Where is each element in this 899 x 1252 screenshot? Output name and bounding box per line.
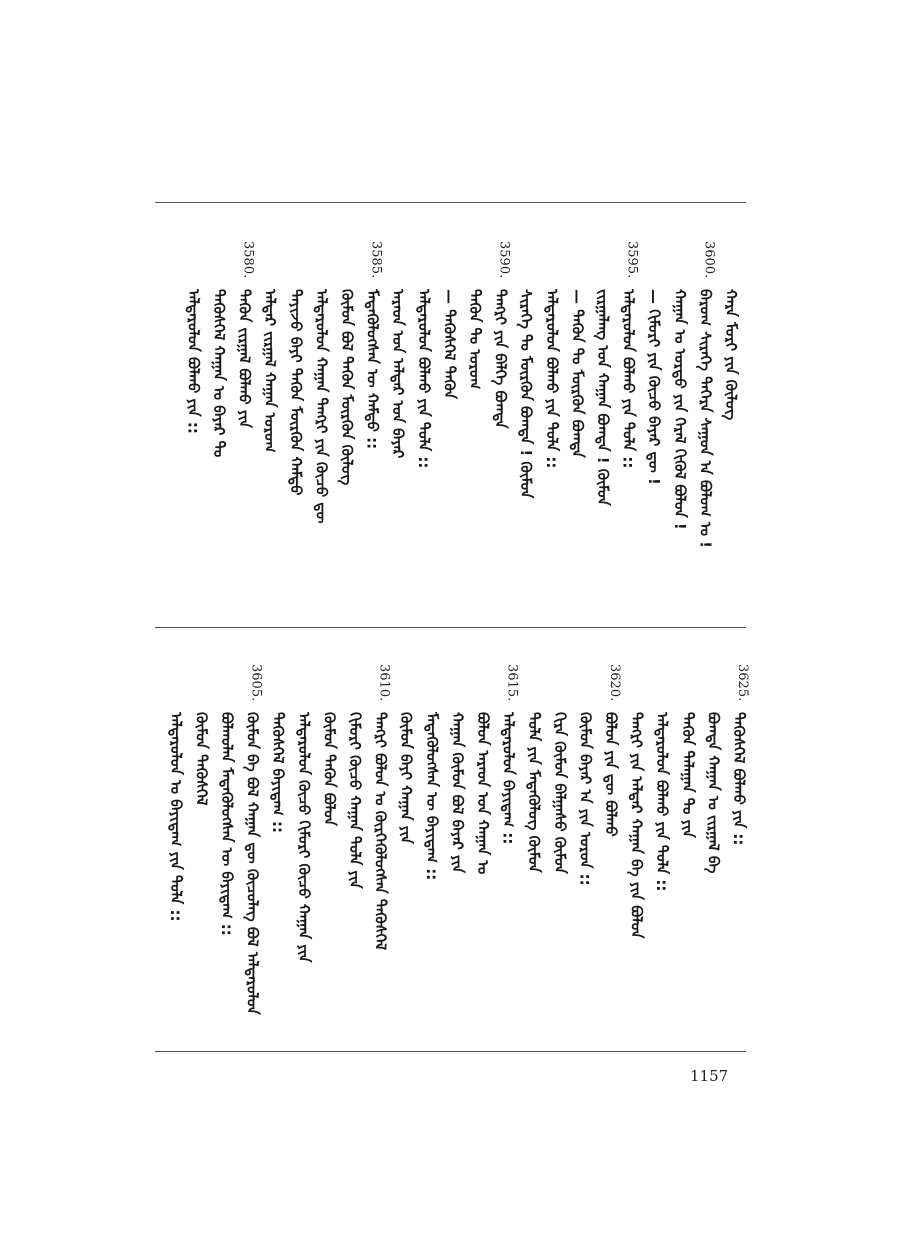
verse-column (694, 241, 716, 621)
verse-column (523, 664, 545, 1044)
verse-column (413, 241, 435, 621)
verse-column (643, 241, 665, 621)
line-number (208, 241, 230, 291)
verse-line: ᠠᠯᠳᠠᠷᠤᠯᠤᠨ ᠤ ᠪᠠᠶᠢᠳᠠᠭ ᠶᠢᠨ ᠲᠤᠯᠠ :: (166, 712, 185, 922)
line-number (336, 241, 358, 291)
verse-line: ᠪᠣᠭᠳᠠ ᠬᠠᠭᠠᠨ ᠤ ᠵᠢᠷᠭᠠᠯ ᠪᠠ (704, 712, 723, 874)
line-number (549, 664, 571, 714)
verse-column (549, 664, 571, 1044)
verse-line: ᠠᠯᠳᠠᠷᠤᠯᠤᠨ ᠪᠣᠯᠬᠤ ᠶᠢᠨ ᠲᠤᠯᠠ :: (542, 289, 561, 469)
line-number (702, 664, 724, 714)
verse-line: ᠬᠦᠮᠦᠨ ᠪᠠᠶᠠᠷ ᠠ ᠶᠢᠨ ᠣᠷᠤᠨ :: (576, 712, 595, 886)
line-number (438, 241, 460, 291)
verse-column (318, 664, 340, 1044)
verse-column (618, 241, 640, 621)
verse-column (267, 664, 289, 1044)
verse-line: ᠮᠡᠳᠡᠭᠦᠯᠦᠭᠰᠡᠨ ᠦ ᠪᠠᠶᠢᠳᠠᠭ :: (422, 712, 441, 881)
line-number (395, 664, 417, 714)
line-number (464, 241, 486, 291)
verse-column (600, 664, 622, 1044)
verse-line: ᠬᠦᠮᠦᠨ ᠪᠠᠶᠢ ᠬᠠᠭᠠᠨ ᠶᠢᠨ (397, 712, 416, 844)
line-number: 3585. (368, 241, 384, 279)
verse-line: ᠲᠡᠭᠦᠰᠬᠡᠯ ᠬᠠᠭᠠᠨ ᠤ ᠪᠠᠶᠠᠷ ᠲᠤ (210, 289, 228, 458)
line-number: 3620. (607, 664, 622, 702)
verse-block-top (0, 241, 899, 621)
verse-line: ᠬᠢᠮᠤᠷᠢ ᠬᠦᠴᠦ ᠬᠠᠭᠠᠨ ᠲᠤᠯᠠ ᠶᠢᠨ (346, 712, 364, 889)
verse-line: ᠲᠡᠭᠦᠨ ᠵᠢᠷᠭᠠᠯ ᠪᠣᠯᠬᠤ ᠶᠢᠨ (235, 289, 254, 429)
verse-column (259, 241, 281, 621)
verse-line: ᠬᠠᠭᠠᠨ ᠬᠦᠮᠦᠨ ᠪᠣᠯ ᠪᠠᠶᠠᠷ ᠶᠢᠨ (448, 712, 467, 874)
verse-block-bottom (0, 664, 899, 1044)
verse-line: ᠠᠯᠳᠠᠷᠤᠯᠤᠨ ᠪᠠᠶᠢᠳᠠᠭ :: (499, 712, 518, 845)
line-number (720, 241, 742, 291)
verse-line: ᠠᠷᠠᠳ ᠤᠨ ᠠᠯᠳᠠᠷ ᠤᠨ ᠪᠠᠶᠠᠷ (389, 289, 408, 459)
line-number (293, 664, 315, 714)
verse-column (728, 664, 750, 1044)
verse-column (515, 241, 537, 621)
verse-column (438, 241, 460, 621)
verse-line: ᠬᠠᠭᠠᠨ ᠤ ᠣᠷᠳᠤ ᠶᠢᠨ ᠭᠡᠷᠡᠯ ᠭᠢᠭᠦᠯ ᠪᠣᠯᠤᠨ ! (670, 289, 689, 530)
verse-line: ᠲᠤᠯᠠ ᠶᠢᠨ ᠮᠡᠳᠡᠭᠦᠯᠦᠭ ᠬᠦᠮᠦᠨ (525, 712, 544, 873)
verse-column (310, 241, 332, 621)
verse-line: ᠠᠯᠳᠠᠷᠤᠯᠤᠨ ᠪᠣᠯᠬᠤ ᠶᠢᠨ ᠲᠤᠯᠠ :: (653, 712, 672, 892)
verse-line: ᠰᠢᠷᠡᠭᠡ ᠲᠤ ᠮᠥᠷᠭᠦᠨ ᠪᠣᠭᠳᠠ ! ᠬᠦᠮᠦᠨ (517, 289, 536, 499)
verse-line: ᠲᠡᠭᠦᠨ ᠲᠤ ᠤᠷᠤᠭ (466, 289, 484, 390)
verse-line: — ᠲᠡᠭᠦᠰᠬᠡᠯ ᠲᠡᠭᠦᠨ (440, 289, 459, 400)
line-number: 3625. (735, 664, 750, 702)
bottom-rule (155, 1051, 746, 1052)
verse-line: ᠪᠣᠯᠤᠨ ᠶᠢᠨ ᠳᠦ ᠪᠣᠯᠬᠤ (602, 712, 620, 837)
verse-column (208, 241, 230, 621)
verse-line: ᠠᠯᠳᠠᠷ ᠵᠢᠷᠭᠠᠯ ᠬᠠᠭᠠᠨ ᠤᠷᠤᠭ (261, 289, 280, 453)
line-number: 3600. (701, 241, 717, 279)
verse-line: ᠲᠡᠩᠷᠢ ᠶᠢᠨ ᠠᠯᠳᠠᠷ ᠬᠠᠭᠠᠨ ᠪᠠ ᠶᠢᠨ ᠪᠣᠯᠤᠨ (627, 712, 646, 939)
verse-column (370, 664, 392, 1044)
line-number (541, 241, 563, 291)
verse-column (344, 664, 366, 1044)
verse-line: ᠬᠢᠷᠠ ᠬᠦᠮᠦᠨ ᠪᠠᠯᠭᠠᠰᠤ ᠬᠦᠮᠦᠨ (550, 712, 569, 874)
verse-column (541, 241, 563, 621)
verse-line: ᠠᠯᠳᠠᠷᠤᠯᠤᠨ ᠬᠦᠴᠦ ᠬᠢᠮᠤᠷᠢ ᠬᠦᠴᠦ ᠬᠠᠭᠠᠨ ᠶᠢᠨ (294, 712, 313, 963)
verse-line: ᠮᠡᠳᠡᠭᠦᠯᠦᠭᠰᠡᠨ ᠦ ᠬᠠᠮᠲᠤ :: (363, 289, 382, 450)
line-number (259, 241, 281, 291)
verse-column (592, 241, 614, 621)
line-number (566, 241, 588, 291)
verse-line: ᠠᠯᠳᠠᠷᠤᠯᠤᠨ ᠪᠣᠯᠬᠤ ᠶᠢᠨ ᠲᠤᠯᠠ :: (619, 289, 638, 469)
verse-line: ᠬᠠᠷᠠ ᠮᠣᠷᠢ ᠶᠢᠨ ᠬᠦᠯᠦᠭ (722, 289, 740, 421)
verse-column (336, 241, 358, 621)
line-number: 3580. (240, 241, 256, 279)
line-number (182, 241, 204, 291)
line-number (318, 664, 340, 714)
verse-line: ᠠᠯᠳᠠᠷᠤᠯᠤᠨ ᠪᠣᠯᠬᠤ ᠶᠢᠨ :: (184, 289, 203, 434)
verse-column (362, 241, 384, 621)
middle-rule (155, 627, 746, 628)
line-number (413, 241, 435, 291)
verse-line: ᠬᠦᠮᠦᠨ ᠪᠣᠯ ᠲᠡᠭᠦᠨ ᠮᠥᠷᠭᠦᠨ ᠬᠦᠯᠦᠭ (338, 289, 356, 486)
verse-column (395, 664, 417, 1044)
line-number (421, 664, 443, 714)
verse-column (387, 241, 409, 621)
verse-column (285, 241, 307, 621)
verse-line: ᠲᠡᠭᠦᠨ ᠲᠠᠯᠠᠭᠠᠨ ᠲᠤ ᠶᠢᠨ (678, 712, 697, 838)
verse-line: ᠬᠦᠮᠦᠨ ᠪᠠ ᠪᠣᠯ ᠬᠠᠭᠠᠨ ᠳᠦ ᠬᠦᠴᠦᠯᠡᠭ ᠪᠣᠯ ᠠᠯᠳᠠᠷᠤᠯᠤᠨ (243, 712, 262, 1015)
line-number (344, 664, 366, 714)
verse-column (165, 664, 187, 1044)
verse-line: ᠲᠡᠩᠷᠢ ᠶᠢᠨ ᠪᠡᠯᠭᠡ ᠪᠣᠭᠳᠠ (491, 289, 510, 429)
verse-column (421, 664, 443, 1044)
verse-line: — ᠬᠢᠮᠤᠷᠢ ᠶᠢᠨ ᠬᠦᠴᠦ ᠪᠠᠶᠠᠷ ᠳᠦ ! (645, 289, 664, 485)
line-number: 3605. (248, 664, 264, 702)
verse-column (182, 241, 204, 621)
line-number (190, 664, 212, 714)
verse-column (720, 241, 742, 621)
verse-column (669, 241, 691, 621)
verse-column (216, 664, 238, 1044)
line-number (574, 664, 596, 714)
page-number: 1157 (690, 1067, 729, 1085)
verse-column (293, 664, 315, 1044)
verse-column (626, 664, 648, 1044)
verse-column (464, 241, 486, 621)
verse-line: ᠲᠡᠭᠦᠰᠬᠡᠯ ᠪᠣᠯᠬᠤ ᠶᠢᠨ :: (730, 712, 748, 846)
line-number (643, 241, 665, 291)
verse-line: ᠲᠠᠶᠢᠵᠤ ᠪᠠᠶᠢ ᠲᠡᠭᠦᠨ ᠮᠥᠷᠭᠦᠨ ᠬᠠᠮᠲᠤ (286, 289, 305, 496)
line-number (626, 664, 648, 714)
line-number: 3595. (624, 241, 640, 279)
line-number (285, 241, 307, 291)
verse-column (234, 241, 256, 621)
top-rule (155, 202, 746, 203)
line-number (310, 241, 332, 291)
line-number (515, 241, 537, 291)
verse-column (472, 664, 494, 1044)
verse-column (242, 664, 264, 1044)
verse-column (677, 664, 699, 1044)
verse-column (651, 664, 673, 1044)
line-number: 3615. (504, 664, 520, 702)
line-number (446, 664, 468, 714)
line-number (523, 664, 545, 714)
verse-column (190, 664, 212, 1044)
verse-line: ᠠᠯᠳᠠᠷᠤᠯᠤᠨ ᠬᠠᠭᠠᠨ ᠲᠡᠩᠷᠢ ᠶᠢᠨ ᠬᠦᠴᠦ ᠳᠦ (312, 289, 331, 524)
verse-column (574, 664, 596, 1044)
verse-line: — ᠲᠡᠭᠦᠨ ᠲᠤ ᠮᠥᠷᠭᠦᠨ ᠪᠣᠭᠳᠠ (568, 289, 587, 458)
verse-column (498, 664, 520, 1044)
verse-line: ᠬᠦᠮᠦᠨ ᠲᠡᠭᠦᠨ ᠪᠣᠯᠤᠨ (320, 712, 339, 826)
verse-line: ᠲᠡᠭᠦᠰᠬᠡᠯ ᠪᠠᠶᠢᠳᠠᠭ :: (269, 712, 288, 833)
line-number (165, 664, 187, 714)
verse-column (702, 664, 724, 1044)
verse-line: ᠬᠦᠮᠦᠨ ᠲᠡᠭᠦᠰᠬᠡᠯ (192, 712, 211, 806)
line-number: 3610. (376, 664, 392, 702)
verse-column (566, 241, 588, 621)
verse-line: ᠪᠠᠷᠤᠭ ᠰᠢᠷᠡᠭᠡ ᠳᠡᠭᠡᠷᠡ ᠰᠠᠭᠤᠨ ᠠ ᠪᠣᠯᠤᠭ ᠤ ! (696, 289, 715, 549)
line-number (472, 664, 494, 714)
line-number (216, 664, 238, 714)
verse-line: ᠵᠢᠷᠭᠠᠯᠠᠩ ᠤᠨ ᠬᠠᠭᠠᠨ ᠪᠣᠭᠳᠠ ! ᠬᠦᠮᠦᠨ (594, 289, 612, 506)
line-number: 3590. (496, 241, 512, 279)
line-number (267, 664, 289, 714)
line-number (651, 664, 673, 714)
verse-column (446, 664, 468, 1044)
line-number (677, 664, 699, 714)
verse-line: ᠪᠣᠯᠤᠨ ᠠᠷᠠᠳ ᠤᠨ ᠬᠠᠭᠠᠨ ᠤ (474, 712, 492, 875)
line-number (592, 241, 614, 291)
verse-column (490, 241, 512, 621)
line-number (669, 241, 691, 291)
line-number (387, 241, 409, 291)
verse-line: ᠲᠡᠩᠷᠢ ᠪᠣᠯᠤᠨ ᠤ ᠬᠦᠷᠭᠡᠭᠦᠯᠦᠭᠰᠡᠨ ᠲᠡᠭᠦᠰᠬᠡᠯ (371, 712, 390, 951)
verse-line: ᠠᠯᠳᠠᠷᠤᠯᠤᠨ ᠪᠣᠯᠬᠤ ᠶᠢᠨ ᠲᠤᠯᠠ :: (414, 289, 433, 469)
verse-line: ᠪᠣᠯᠬᠤᠯᠠᠨ ᠮᠡᠳᠡᠭᠦᠯᠦᠭᠰᠡᠨ ᠦ ᠪᠠᠶᠢᠳᠠᠭ :: (218, 712, 236, 936)
